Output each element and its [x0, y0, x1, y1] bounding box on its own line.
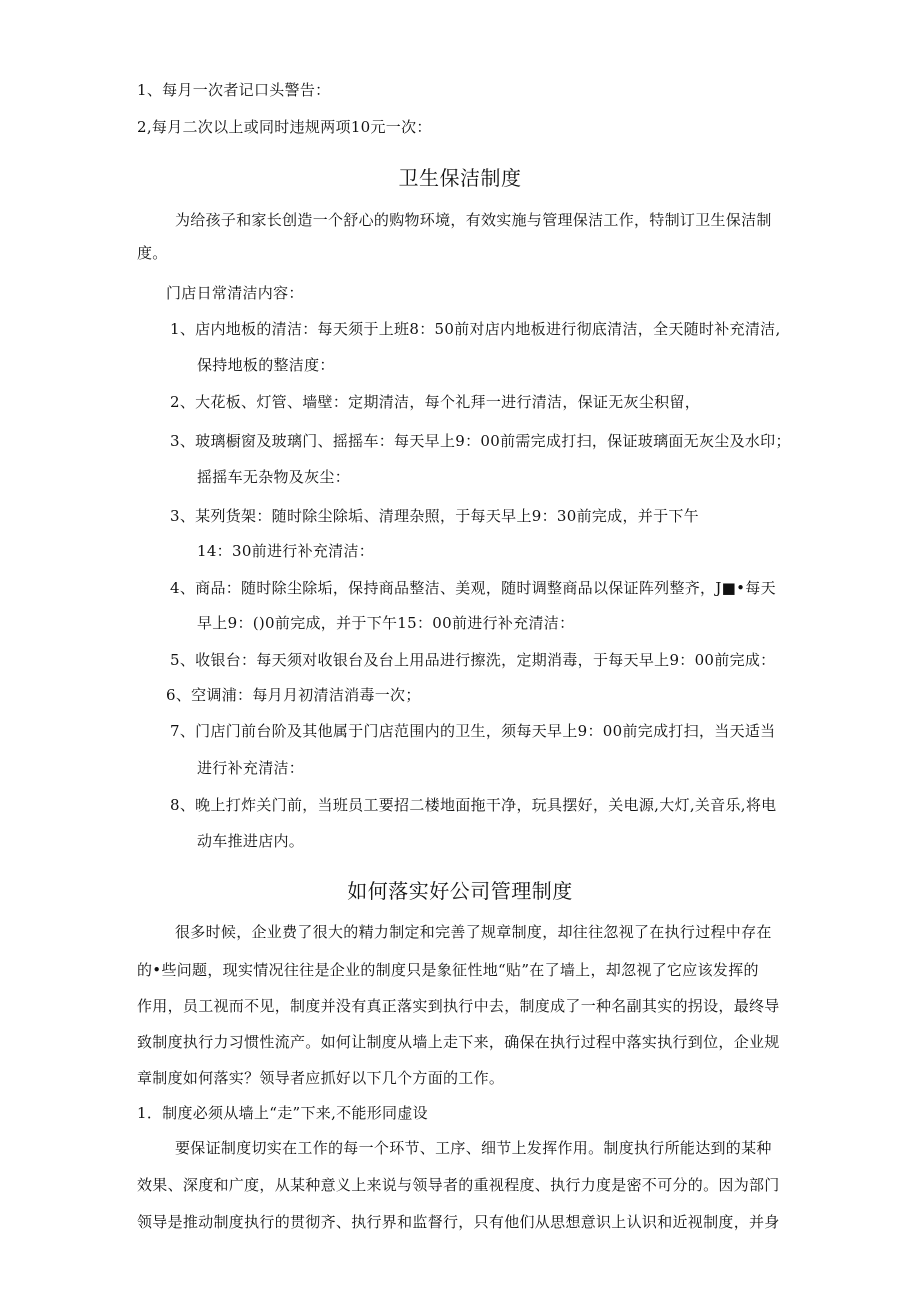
list-item: 5、收银台：每天须对收银台及台上用品进行擦洗，定期消毒，于每天早上9：00前完成： [170, 651, 776, 669]
list-item-continuation: 摇摇车无杂物及灰尘： [197, 468, 351, 486]
list-item-continuation: 保持地板的整洁度： [197, 356, 335, 374]
list-item: 3、某列货架：随时除尘除垢、清理杂照，于每天早上9：30前完成，并于下午 [170, 507, 699, 525]
paragraph-line: 作用，员工视而不见，制度并没有真正落实到执行中去，制度成了一种名副其实的拐设，最终导 [137, 997, 780, 1015]
list-item-continuation: 早上9：()0前完成，并于下午15：00前进行补充清洁： [197, 614, 575, 632]
paragraph-line: 要保证制度切实在工作的每一个环节、工序、细节上发挥作用。制度执行所能达到的某种 [175, 1139, 772, 1157]
list-item: 3、玻璃橱窗及玻璃门、摇摇车：每天早上9：00前需完成打扫，保证玻璃面无灰尘及水印； [170, 432, 791, 450]
list-item: 2、大花板、灯管、墙壁：定期清洁，每个礼拜一进行清洁，保证无灰尘积留， [170, 393, 701, 411]
list-item: 6、空调浦：每月月初清洁消毒一次； [166, 686, 421, 704]
section-title-management: 如何落实好公司管理制度 [347, 879, 573, 903]
intro-line-1: 1、每月一次者记口头警告： [137, 81, 331, 99]
section-title-hygiene: 卫生保洁制度 [398, 166, 522, 190]
paragraph-line: 为给孩子和家长创造一个舒心的购物环境，有效实施与管理保洁工作，特制订卫生保洁制 [175, 211, 772, 229]
list-item-continuation: 14：30前进行补充清洁： [197, 542, 375, 560]
intro-line-2: 2,每月二次以上或同时违规两项10元一次： [137, 118, 432, 136]
list-item: 4、商品：随时除尘除垢，保持商品整洁、美观，随时调整商品以保证阵列整齐，J■•每天 [170, 579, 776, 597]
point-heading: 1．制度必须从墙上“走”下来,不能形同虚设 [137, 1104, 428, 1122]
list-item: 7、门店门前台阶及其他属于门店范围内的卫生，须每天早上9：00前完成打扫，当天适当 [170, 722, 776, 740]
list-item: 8、晚上打炸关门前，当班员工要招二楼地面拖干净，玩具摆好，关电源,大灯,关音乐,将电 [170, 796, 777, 814]
subheading: 门店日常清洁内容： [166, 284, 304, 302]
list-item-continuation: 动车推进店内。 [197, 832, 305, 850]
paragraph-line: 的•些问题，现实情况往往是企业的制度只是象征性地“贴”在了墙上，却忽视了它应该发挥的 [137, 961, 759, 979]
paragraph-line: 致制度执行力习惯性流产。如何让制度从墙上走下来，确保在执行过程中落实执行到位，企业规 [137, 1033, 780, 1051]
list-item: 1、店内地板的清洁：每天须于上班8：50前对店内地板进行彻底清洁，全天随时补充清洁, [170, 320, 781, 338]
list-item-continuation: 进行补充清洁： [197, 759, 305, 777]
paragraph-line: 很多时候，企业费了很大的精力制定和完善了规章制度，却往往忽视了在执行过程中存在 [175, 923, 772, 941]
paragraph-line: 领导是推动制度执行的贯彻齐、执行界和监督行，只有他们从思想意识上认识和近视制度，并身 [137, 1213, 780, 1231]
paragraph-line: 效果、深度和广度，从某种意义上来说与领导者的重视程度、执行力度是密不可分的。因为部门 [137, 1176, 780, 1194]
paragraph-line: 度。 [137, 244, 168, 262]
paragraph-line: 章制度如何落实？领导者应抓好以下几个方面的工作。 [137, 1069, 505, 1087]
